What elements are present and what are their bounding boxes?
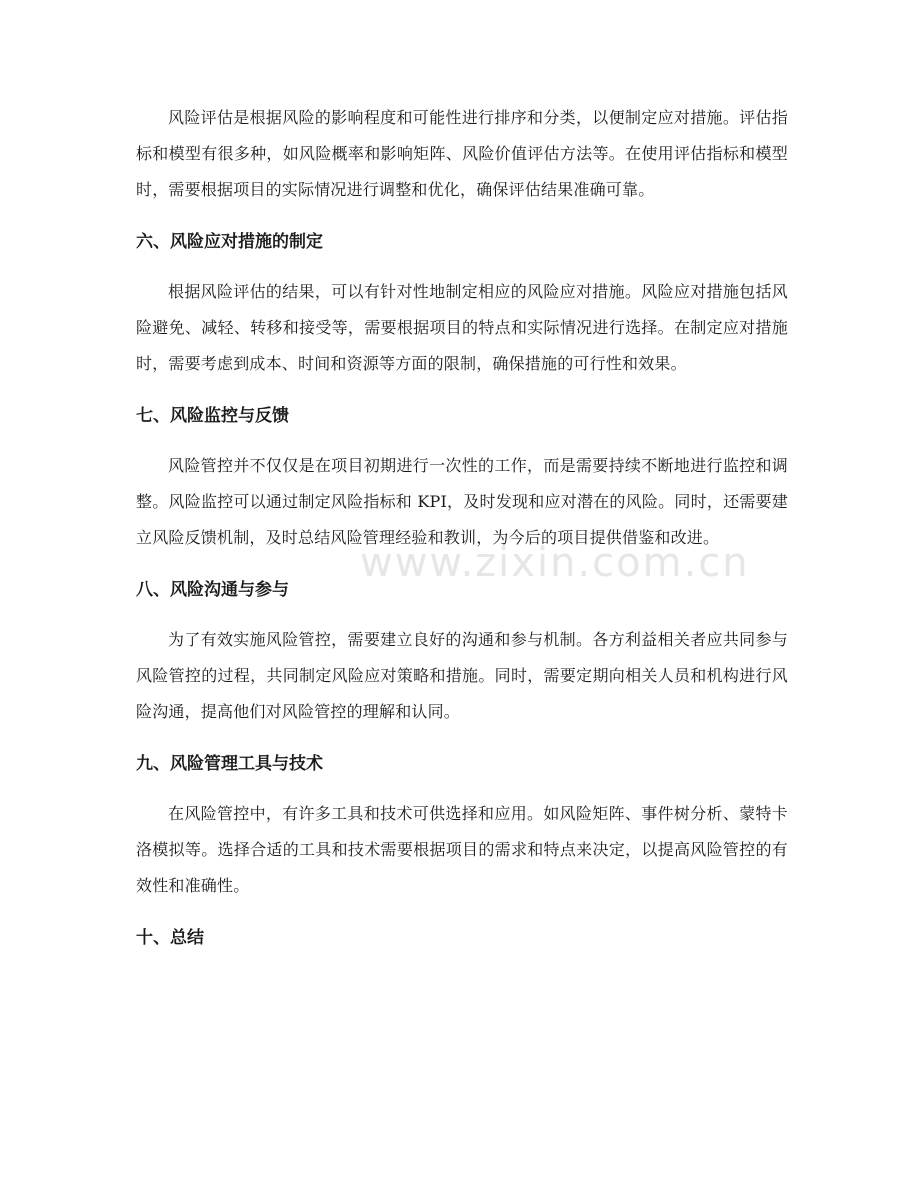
heading-section-6: 六、风险应对措施的制定 [136, 232, 323, 252]
paragraph-section-9: 在风险管控中，有许多工具和技术可供选择和应用。如风险矩阵、事件树分析、蒙特卡洛模拟等。选择合适的工具和技术需要根据项目的需求和特点来决定，以提高风险管控的有效性和准确性。 [136, 804, 788, 895]
heading-section-9: 九、风险管理工具与技术 [136, 754, 323, 774]
paragraph-risk-assessment: 风险评估是根据风险的影响程度和可能性进行排序和分类，以便制定应对措施。评估指标和模型有很多种，如风险概率和影响矩阵、风险价值评估方法等。在使用评估指标和模型时，需要根据项目的实际情况进行调整和优化，确保评估结果准确可靠。 [136, 108, 788, 199]
paragraph-section-7: 风险管控并不仅仅是在项目初期进行一次性的工作，而是需要持续不断地进行监控和调整。风险监控可以通过制定风险指标和 KPI，及时发现和应对潜在的风险。同时，还需要建立风险反馈机制，及时总结风险管理经验和教训，为今后的项目提供借鉴和改进。 [136, 456, 788, 547]
watermark: www.zixin.com.cn [360, 540, 750, 586]
paragraph-section-6: 根据风险评估的结果，可以有针对性地制定相应的风险应对措施。风险应对措施包括风险避免、减轻、转移和接受等，需要根据项目的特点和实际情况进行选择。在制定应对措施时，需要考虑到成本、时间和资源等方面的限制，确保措施的可行性和效果。 [136, 282, 788, 373]
heading-section-10: 十、总结 [136, 928, 204, 948]
paragraph-section-8: 为了有效实施风险管控，需要建立良好的沟通和参与机制。各方利益相关者应共同参与风险管控的过程，共同制定风险应对策略和措施。同时，需要定期向相关人员和机构进行风险沟通，提高他们对风险管控的理解和认同。 [136, 630, 788, 721]
document-body [136, 100, 788, 956]
heading-section-7: 七、风险监控与反馈 [136, 406, 289, 426]
heading-section-8: 八、风险沟通与参与 [136, 580, 289, 600]
